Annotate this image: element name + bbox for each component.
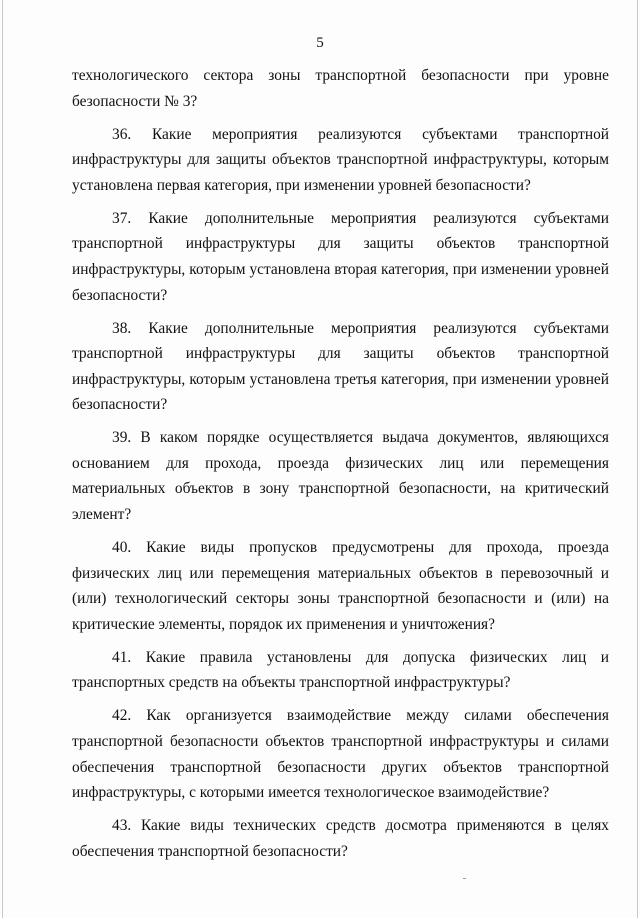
question-42: 42. Как организуется взаимодействие между силами обеспечения транспортной безопасности объектов транспортной инфраструктуры и силами обеспечения транспортной безопасности других объектов транспортной инфраструктуры, с которыми имеется технологическое взаимодействие?	[72, 707, 609, 802]
scan-speck	[463, 878, 466, 879]
question-36: 36. Какие мероприятия реализуются субъектами транспортной инфраструктуры для защиты объектов транспортной инфраструктуры, которым установлена первая категория, при изменении уровней безопасности?	[72, 125, 609, 194]
question-43: 43. Какие виды технических средств досмотра применяются в целях обеспечения транспортной безопасности?	[72, 817, 609, 860]
question-39: 39. В каком порядке осуществляется выдача документов, являющихся основанием для прохода, проезда физических лиц или перемещения материальных объектов в зону транспортной безопасности, на критический элемент?	[72, 429, 609, 524]
question-37: 37. Какие дополнительные мероприятия реализуются субъектами транспортной инфраструктуры для защиты объектов транспортной инфраструктуры, которым установлена вторая категория, при изменении уровней безопасности?	[72, 209, 609, 304]
question-40: 40. Какие виды пропусков предусмотрены для прохода, проезда физических лиц или перемещения материальных объектов в перевозочный и (или) технологический секторы зоны транспортной безопасности и (или) на критические элементы, порядок их применения и уничтожения?	[72, 539, 609, 633]
scan-right-edge	[637, 0, 638, 918]
question-38: 38. Какие дополнительные мероприятия реализуются субъектами транспортной инфраструктуры для защиты объектов транспортной инфраструктуры, которым установлена третья категория, при изменении уровней безопасности?	[72, 319, 609, 414]
page-number: 5	[316, 35, 324, 51]
question-41: 41. Какие правила установлены для допуска физических лиц и транспортных средств на объекты транспортной инфраструктуры?	[72, 648, 609, 692]
paragraph-continuation: технологического сектора зоны транспортной безопасности при уровне безопасности № 3?	[72, 67, 609, 110]
document-body	[72, 63, 609, 872]
scan-left-edge	[2, 0, 3, 918]
